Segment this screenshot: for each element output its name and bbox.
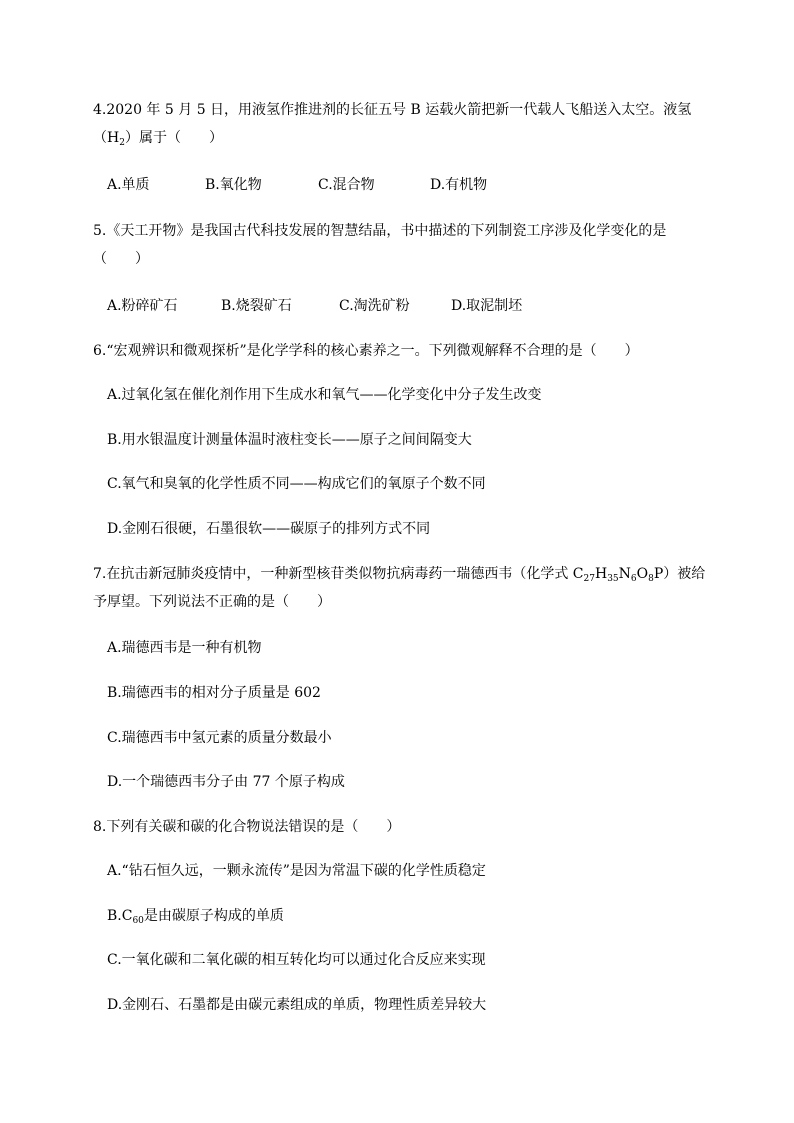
question-7-stem-line2: 予厚望。下列说法不正确的是（ ） [93, 594, 331, 610]
question-7-option-c: C.瑞德西韦中氢元素的质量分数最小 [107, 730, 332, 746]
question-6-option-c: C.氧气和臭氧的化学性质不同——构成它们的氧原子个数不同 [107, 476, 486, 492]
question-7-option-d: D.一个瑞德西韦分子由 77 个原子构成 [107, 774, 345, 790]
question-5-option-d: D.取泥制坯 [451, 298, 523, 314]
question-8-option-c: C.一氧化碳和二氧化碳的相互转化均可以通过化合反应来实现 [107, 952, 486, 968]
question-4-option-b: B.氧化物 [205, 177, 262, 193]
question-5-option-a: A.粉碎矿石 [107, 298, 178, 314]
question-5 [93, 217, 713, 273]
question-7-option-b: B.瑞德西韦的相对分子质量是 602 [107, 685, 321, 701]
question-6-option-b: B.用水银温度计测量体温时液柱变长——原子之间间隔变大 [107, 432, 472, 448]
question-5-stem-line1: 5.《天工开物》是我国古代科技发展的智慧结晶，书中描述的下列制瓷工序涉及化学变化的是 [93, 223, 667, 239]
question-5-option-b: B.烧裂矿石 [221, 298, 292, 314]
question-6-option-d: D.金刚石很硬，石墨很软——碳原子的排列方式不同 [107, 521, 431, 537]
question-4-stem-line1: 4.2020 年 5 月 5 日，用液氢作推进剂的长征五号 B 运载火箭把新一代载人飞船送入太空。液氢 [93, 102, 692, 118]
question-6-option-a: A.过氧化氢在催化剂作用下生成水和氧气——化学变化中分子发生改变 [107, 387, 542, 403]
question-6-stem: 6.“宏观辨识和微观探析”是化学学科的核心素养之一。下列微观解释不合理的是（ ） [93, 343, 639, 359]
question-5-stem-line2: （ ） [93, 251, 149, 267]
question-8-stem: 8.下列有关碳和碳的化合物说法错误的是（ ） [93, 819, 401, 835]
question-7-stem-line1: 7.在抗击新冠肺炎疫情中，一种新型核苷类似物抗病毒药一瑞德西韦（化学式 $C_{27}H_{35}N_6O_8P$）被给 [93, 566, 706, 584]
question-7-option-a: A.瑞德西韦是一种有机物 [107, 640, 262, 656]
question-8 [93, 813, 713, 841]
question-5-option-c: C.淘洗矿粉 [339, 298, 410, 314]
question-8-option-b: $B.C_{60}$是由碳原子构成的单质 [107, 908, 284, 926]
question-7 [93, 560, 713, 616]
question-6 [93, 337, 713, 365]
question-4-option-a: A.单质 [107, 177, 150, 193]
question-8-option-a: A.“钻石恒久远，一颗永流传”是因为常温下碳的化学性质稳定 [107, 863, 486, 879]
question-4 [93, 96, 713, 152]
question-5-options [107, 292, 707, 320]
question-4-options [107, 171, 707, 199]
question-8-option-d: D.金刚石、石墨都是由碳元素组成的单质，物理性质差异较大 [107, 997, 487, 1013]
question-4-option-d: D.有机物 [430, 177, 488, 193]
question-4-option-c: C.混合物 [318, 177, 375, 193]
question-4-stem-line2: $(H_2)$属于（ ） [93, 130, 223, 148]
